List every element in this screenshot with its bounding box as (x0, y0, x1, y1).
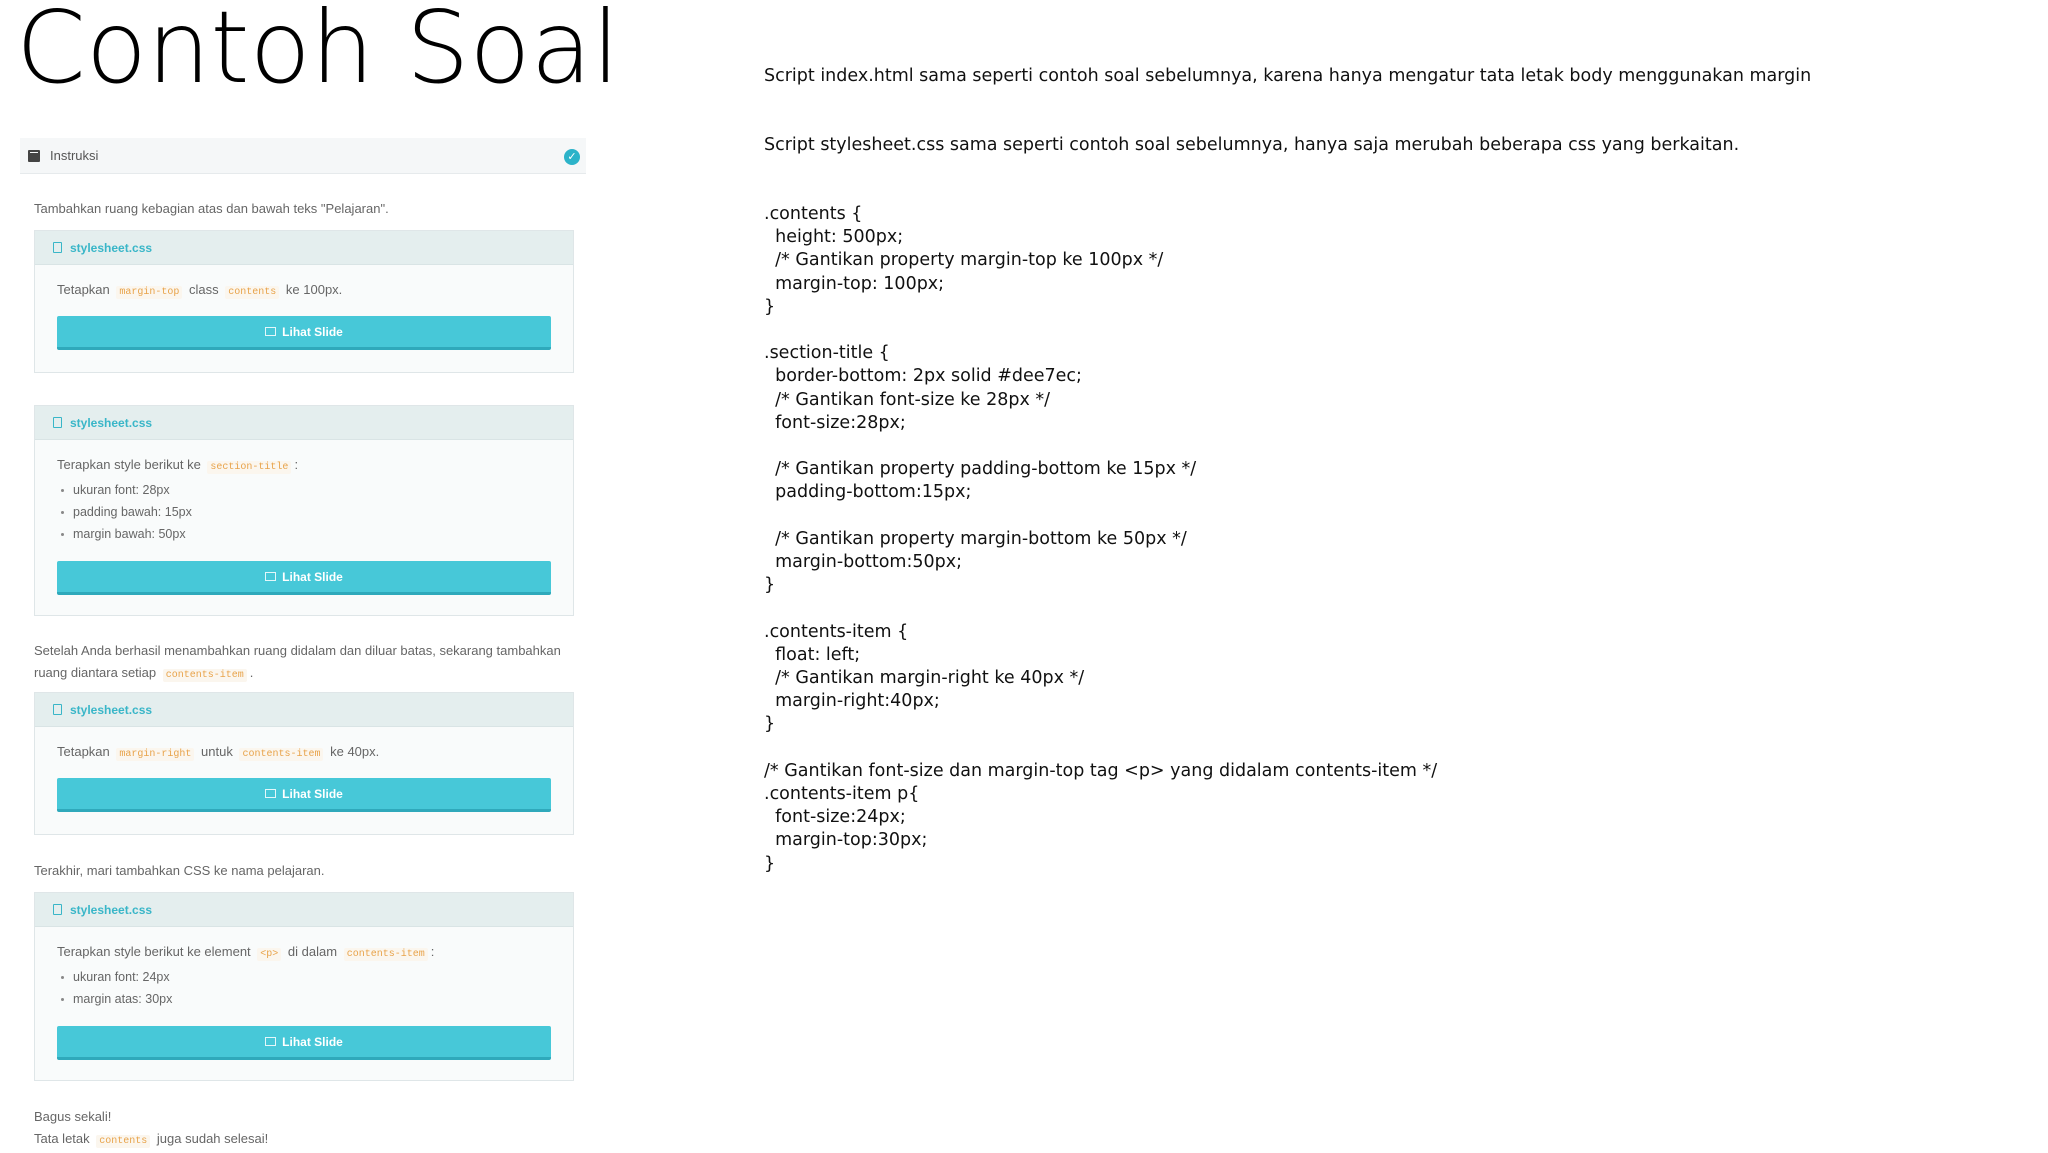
card-text: : (430, 944, 435, 959)
view-slide-label: Lihat Slide (282, 786, 343, 801)
view-slide-label: Lihat Slide (282, 1034, 343, 1049)
paragraph-3: Terakhir, mari tambahkan CSS ke nama pelajaran. (34, 863, 325, 878)
slide-icon (265, 789, 276, 798)
inline-code: contents (96, 1135, 150, 1148)
slide-notes (764, 64, 2004, 876)
file-icon (53, 704, 62, 715)
view-slide-button[interactable] (57, 778, 551, 812)
paragraph-2 (34, 640, 594, 687)
file-icon (53, 242, 62, 253)
note-stylesheet-css: Script stylesheet.css sama seperti contoh soal sebelumnya, hanya saja merubah beberapa css yang berkaitan. (764, 135, 1740, 155)
view-slide-label: Lihat Slide (282, 569, 343, 584)
paragraph-text: Setelah Anda berhasil menambahkan ruang didalam dan diluar batas, sekarang tambahkan ruang diantara setiap (34, 643, 561, 680)
list-item: padding bawah: 15px (57, 501, 551, 523)
list-item: ukuran font: 28px (57, 479, 551, 501)
card-body (35, 265, 573, 304)
task-card-3 (34, 692, 574, 835)
card-header (35, 893, 573, 927)
card-text: Tetapkan (57, 744, 110, 759)
file-name: stylesheet.css (70, 902, 153, 917)
inline-code: contents-item (163, 669, 247, 682)
card-body (35, 440, 573, 545)
inline-code: section-title (207, 461, 291, 474)
inline-code: margin-right (116, 748, 194, 761)
card-text: untuk (201, 744, 233, 759)
paragraph-text: . (249, 665, 254, 680)
card-text: di dalam (287, 944, 338, 959)
inline-code: contents-item (344, 948, 428, 961)
inline-code: <p> (257, 948, 281, 961)
view-slide-button[interactable] (57, 1026, 551, 1060)
css-code-block: .contents { height: 500px; /* Gantikan property margin-top ke 100px */ margin-top: 100px; } .section-title { border-bottom: 2px solid #dee7ec; /* Gantikan font-size ke 28px */ font-size:28px; /* Gantikan property padding-bottom ke 15px */ padding-bottom:15px; /* Gantikan property margin-bottom ke 50px */ margin-bottom:50px; } .contents-item { float: left; /* Gantikan margin-right ke 40px */ margin-right:40px; } /* Gantikan font-size dan margin-top tag <p> yang didalam contents-item */ .contents-item p{ font-size:24px; margin-top:30px; } (764, 204, 1438, 874)
file-name: stylesheet.css (70, 702, 153, 717)
view-slide-button[interactable] (57, 316, 551, 350)
card-text: Tetapkan (57, 282, 110, 297)
final-text: Tata letak (34, 1131, 90, 1146)
list-item: ukuran font: 24px (57, 966, 551, 988)
card-text: ke 40px. (330, 744, 380, 759)
file-name: stylesheet.css (70, 415, 153, 430)
task-card-2 (34, 405, 574, 616)
card-text: class (189, 282, 219, 297)
final-text: juga sudah selesai! (156, 1131, 269, 1146)
slide-icon (265, 1037, 276, 1046)
card-header (35, 693, 573, 727)
inline-code: contents-item (239, 748, 323, 761)
file-icon (53, 417, 62, 428)
slide-icon (265, 327, 276, 336)
slide-icon (265, 572, 276, 581)
card-text: : (294, 457, 299, 472)
final-line-2 (34, 1128, 594, 1153)
check-circle-icon: ✓ (564, 149, 580, 165)
file-icon (53, 904, 62, 915)
bullet-list (57, 966, 551, 1010)
view-slide-button[interactable] (57, 561, 551, 595)
inline-code: contents (225, 286, 279, 299)
card-text: Terapkan style berikut ke (57, 457, 201, 472)
final-message (34, 1106, 594, 1153)
task-card-1 (34, 230, 574, 373)
file-name: stylesheet.css (70, 240, 153, 255)
card-body (35, 927, 573, 1010)
inline-code: margin-top (116, 286, 182, 299)
card-body (35, 727, 573, 766)
intro-text: Tambahkan ruang kebagian atas dan bawah teks "Pelajaran". (34, 201, 389, 216)
task-card-4 (34, 892, 574, 1081)
instructions-header[interactable] (20, 138, 586, 174)
view-slide-label: Lihat Slide (282, 324, 343, 339)
final-line-1: Bagus sekali! (34, 1109, 112, 1124)
card-text: ke 100px. (285, 282, 343, 297)
list-item: margin bawah: 50px (57, 523, 551, 545)
book-icon (28, 150, 40, 162)
card-text: Terapkan style berikut ke element (57, 944, 251, 959)
note-index-html: Script index.html sama seperti contoh soal sebelumnya, karena hanya mengatur tata letak body menggunakan margin (764, 66, 1812, 86)
instructions-panel (20, 138, 586, 1152)
card-header (35, 231, 573, 265)
bullet-list (57, 479, 551, 545)
list-item: margin atas: 30px (57, 988, 551, 1010)
slide-title: Contoh Soal (16, 0, 620, 106)
instructions-header-label: Instruksi (50, 148, 99, 163)
card-header (35, 406, 573, 440)
